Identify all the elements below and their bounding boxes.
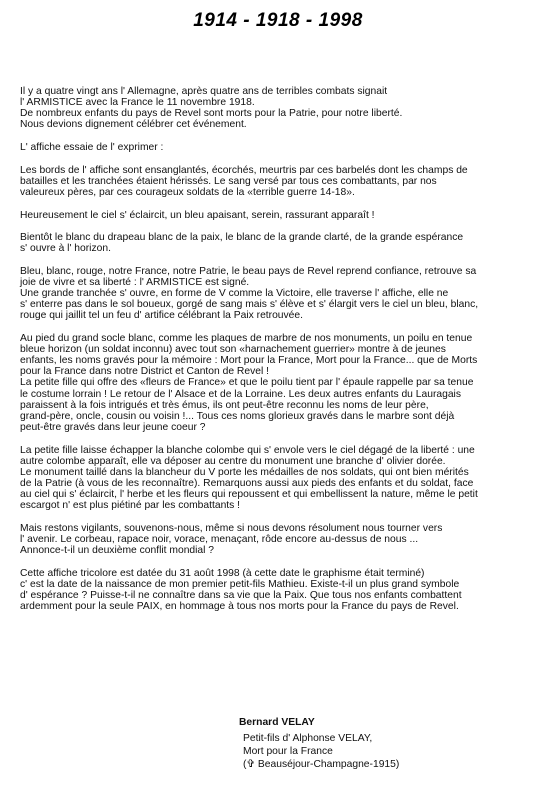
text-line: d' espérance ? Puisse-t-il ne connaître dans sa vie que la Paix. Que tous nos enfants combattent [20, 589, 462, 601]
text-line: au ciel qui s' éclaircit, l' herbe et les fleurs qui repoussent et qui embellissent la nature, même le petit [20, 488, 478, 500]
paragraph [20, 266, 542, 321]
text-line: Annonce-t-il un deuxième conflit mondial ? [20, 544, 215, 556]
text-line: s' enterre pas dans le sol boueux, gorgé de sang mais s' élève et s' élargit vers le ciel un bleu, blanc, [20, 299, 479, 311]
text-line: Le monument taillé dans la blancheur du V porte les médailles de nos soldats, qui ont bien mérités [20, 466, 469, 478]
text-line: peut-être gravés dans leur jeune coeur ? [20, 421, 206, 433]
text-line: Cette affiche tricolore est datée du 31 août 1998 (à cette date le graphisme était terminé) [20, 567, 425, 579]
paragraph [20, 333, 542, 433]
text-line: l' avenir. Le corbeau, rapace noir, vorace, menaçant, rôde encore au-dessus de nous ... [20, 533, 419, 545]
text-line: Mais restons vigilants, souvenons-nous, même si nous devons résolument nous tourner vers [20, 522, 443, 534]
text-line: Il y a quatre vingt ans l' Allemagne, après quatre ans de terribles combats signait [20, 86, 388, 97]
text-line: enfants, les noms gravés pour la mémoire : Mort pour la France, Mort pour la France... que de Morts [20, 355, 478, 367]
paragraph [20, 86, 542, 130]
text-line: s' ouvre à l' horizon. [20, 243, 111, 255]
text-line: Nous devions dignement célébrer cet événement. [20, 119, 247, 131]
text-line: c' est la date de la naissance de mon premier petit-fils Mathieu. Existe-t-il un plus grand symbole [20, 578, 460, 590]
signature-line: (✞ Beauséjour-Champagne-1915) [243, 759, 400, 770]
text-line: grand-père, oncle, cousin ou voisin !... Tous ces noms glorieux gravés dans le marbre sont déjà [20, 410, 455, 422]
text-line: Au pied du grand socle blanc, comme les plaques de marbre de nos monuments, un poilu en tenue [20, 333, 473, 345]
text-line: joie de vivre et sa liberté : l' ARMISTICE est signé. [20, 277, 250, 289]
paragraph [20, 232, 542, 254]
text-line: Heureusement le ciel s' éclaircit, un bleu apaisant, serein, rassurant apparaît ! [20, 209, 375, 221]
text-line: valeureux pères, par ces courageux soldats de la «terrible guerre 14-18». [20, 186, 355, 198]
signature-block [233, 716, 533, 771]
text-line: paraissent à la fois intrigués et très émus, ils ont peut-être reconnu les noms de leur père, [20, 399, 429, 411]
text-line: Les bords de l' affiche sont ensanglantés, écorchés, meurtris par ces barbelés dont les champs de [20, 164, 468, 176]
text-line: le costume lorrain ! Le retour de l' Alsace et de la Lorraine. Les deux autres enfants du Lauragais [20, 388, 461, 400]
paragraph [20, 142, 542, 153]
paragraph [20, 165, 542, 198]
page-title: 1914 - 1918 - 1998 [193, 10, 363, 31]
document-body [20, 86, 542, 624]
text-line: bleue horizon (un soldat inconnu) avec tout son «harnachement guerrier» montre à de jeunes [20, 344, 446, 356]
paragraph [20, 568, 542, 612]
paragraph [20, 210, 542, 221]
text-line: autre colombe apparaît, elle va déposer au centre du monument une branche d' olivier dorée. [20, 455, 446, 467]
text-line: de la Patrie (à vous de les reconnaître). Remarquons aussi aux pieds des enfants et du soldat, face [20, 477, 474, 489]
signature-line: Mort pour la France [243, 746, 333, 757]
paragraph [20, 445, 542, 512]
signature-name: Bernard VELAY [239, 717, 315, 728]
text-line: pour la France dans notre District et Canton de Revel ! [20, 366, 269, 378]
text-line: Une grande tranchée s' ouvre, en forme de V comme la Victoire, elle traverse l' affiche, elle ne [20, 288, 449, 300]
text-line: ardemment pour la seule PAIX, en hommage à tous nos morts pour la France du pays de Revel. [20, 600, 459, 612]
text-line: l' ARMISTICE avec la France le 11 novembre 1918. [20, 97, 255, 109]
text-line: Bleu, blanc, rouge, notre France, notre Patrie, le beau pays de Revel reprend confiance, retrouve sa [20, 266, 477, 277]
text-line: batailles et les tranchées étaient hérissés. Le sang versé par tous ces combattants, par nos [20, 175, 437, 187]
text-line: La petite fille qui offre des «fleurs de France» et que le poilu tient par l' épaule rappelle par sa tenue [20, 377, 474, 389]
text-line: L' affiche essaie de l' exprimer : [20, 141, 164, 153]
text-line: rouge qui jaillit tel un feu d' artifice célébrant la Paix retrouvée. [20, 310, 303, 322]
text-line: escargot n' est plus piétiné par les combattants ! [20, 499, 241, 511]
text-line: De nombreux enfants du pays de Revel sont morts pour la Patrie, pour notre liberté. [20, 108, 403, 120]
text-line: Bientôt le blanc du drapeau blanc de la paix, le blanc de la grande clarté, de la grande espérance [20, 232, 464, 244]
signature-line: Petit-fils d' Alphonse VELAY, [243, 733, 373, 744]
text-line: La petite fille laisse échapper la blanche colombe qui s' envole vers le ciel dégagé de la liberté : une [20, 444, 475, 456]
paragraph [20, 523, 542, 556]
